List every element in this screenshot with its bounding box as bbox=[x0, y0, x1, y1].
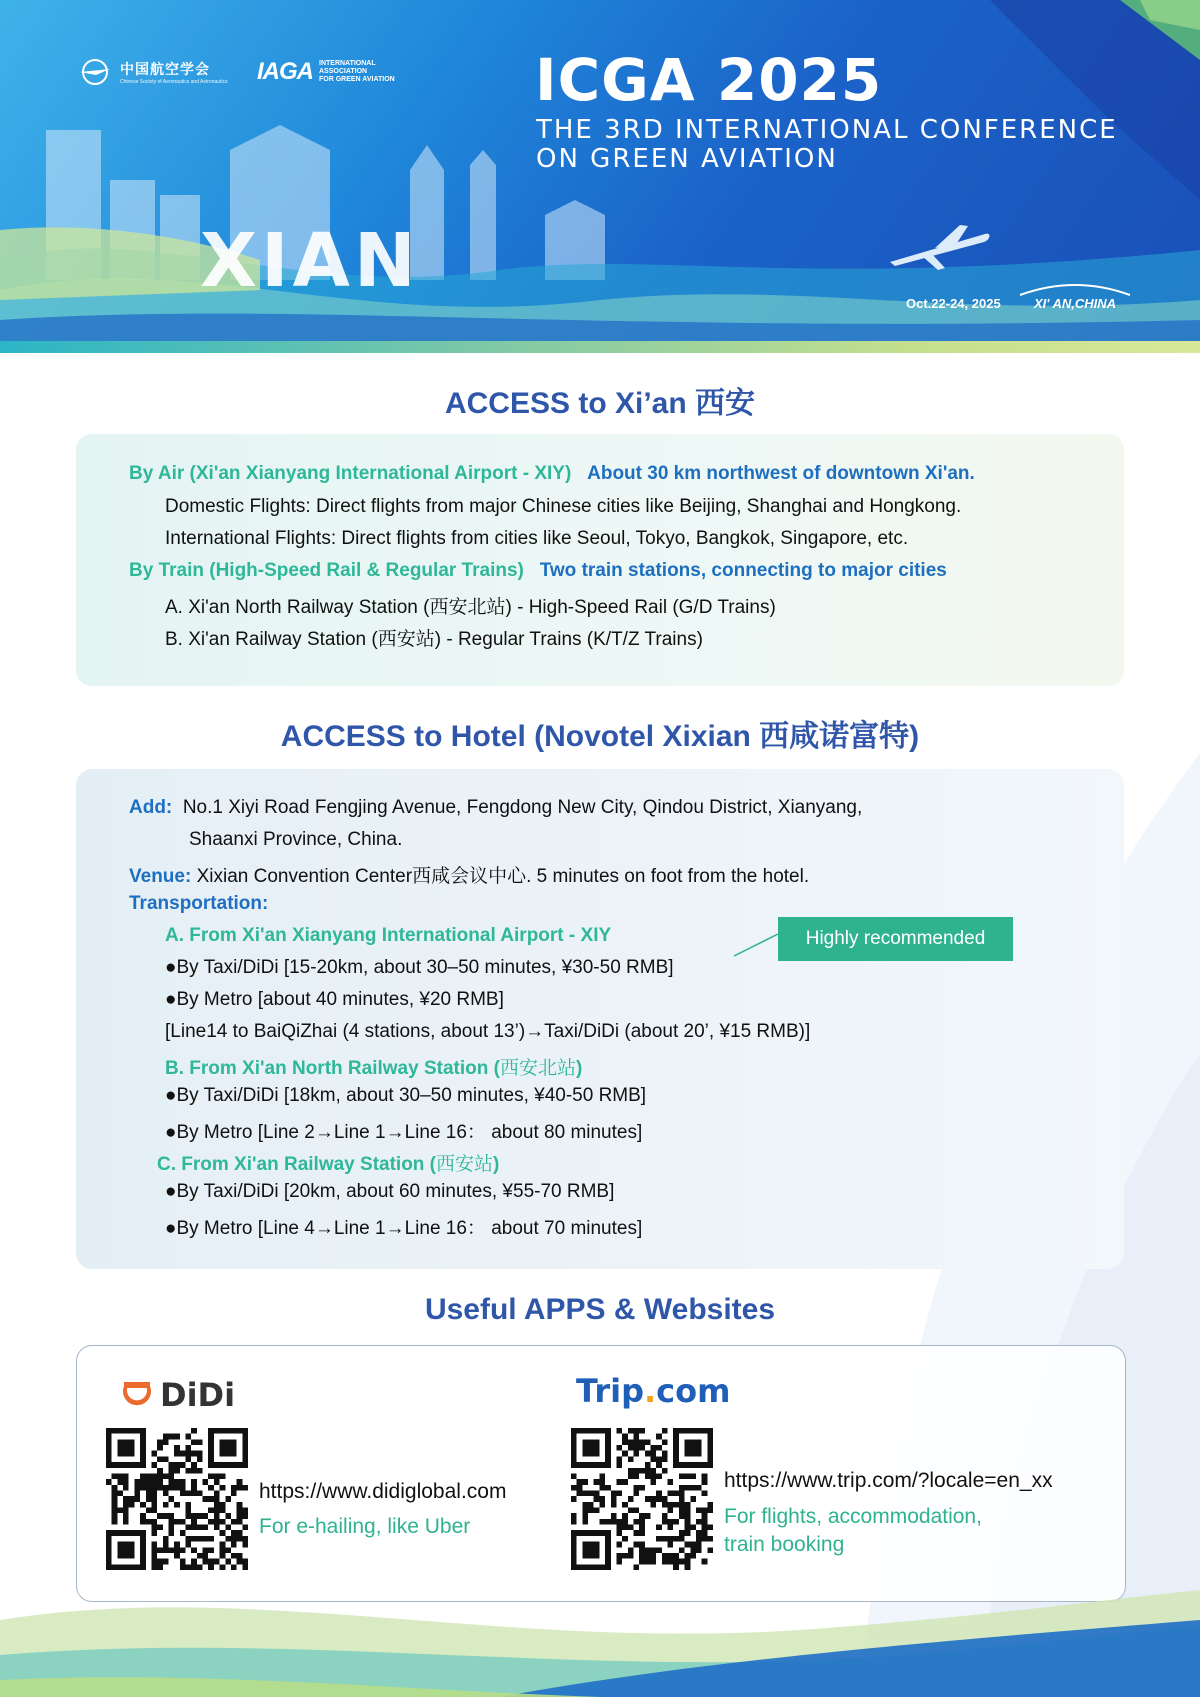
didi-url-link[interactable]: https://www.didiglobal.com bbox=[259, 1480, 507, 1503]
trip-qr-code[interactable] bbox=[571, 1428, 713, 1570]
route-b-heading: B. From Xi'an North Railway Station (西安北站) bbox=[165, 1057, 583, 1079]
apps-title: Useful APPS & Websites bbox=[424, 1293, 776, 1326]
route-a-metro: ●By Metro [about 40 minutes, ¥20 RMB] bbox=[165, 989, 504, 1010]
csaa-emblem-icon bbox=[76, 57, 114, 87]
route-b-taxi: ●By Taxi/DiDi [18km, about 30–50 minutes, ¥40-50 RMB] bbox=[165, 1085, 647, 1106]
hotel-address: Add: No.1 Xiyi Road Fengjing Avenue, Fengdong New City, Qindou District, Xianyang, bbox=[129, 797, 863, 818]
didi-logo: DiDi bbox=[120, 1376, 235, 1414]
access-hotel-title: ACCESS to Hotel (Novotel Xixian 西咸诺富特) bbox=[280, 720, 920, 753]
header-banner bbox=[0, 0, 1200, 353]
route-b-metro: ●By Metro [Line 2→Line 1→Line 16： about 80 minutes] bbox=[165, 1122, 643, 1143]
route-c-taxi: ●By Taxi/DiDi [20km, about 60 minutes, ¥55-70 RMB] bbox=[165, 1181, 615, 1202]
conference-title: ICGA 2025 bbox=[535, 46, 883, 114]
conference-place: XI' AN,CHINA bbox=[1034, 296, 1117, 311]
trip-logo: Trip.com bbox=[576, 1372, 731, 1410]
route-c-heading: C. From Xi'an Railway Station (西安站) bbox=[157, 1153, 500, 1175]
didi-description: For e-hailing, like Uber bbox=[259, 1515, 471, 1538]
recommend-connector bbox=[730, 930, 782, 960]
csaa-logo bbox=[76, 54, 228, 90]
csaa-name-cn: 中国航空学会 bbox=[120, 62, 210, 78]
domestic-flights: Domestic Flights: Direct flights from major Chinese cities like Beijing, Shanghai and Hongkong. bbox=[165, 496, 962, 517]
iaga-logo bbox=[257, 54, 395, 90]
route-a-metro-detail: [Line14 to BaiQiZhai (4 stations, about 13’)→Taxi/DiDi (about 20’, ¥15 RMB)] bbox=[165, 1021, 811, 1042]
route-a-taxi: ●By Taxi/DiDi [15-20km, about 30–50 minutes, ¥30-50 RMB] bbox=[165, 957, 674, 978]
trip-description: For flights, accommodation, train booking bbox=[724, 1505, 982, 1556]
conference-date: Oct.22-24, 2025 bbox=[906, 296, 1001, 311]
recommend-badge: Highly recommended bbox=[778, 917, 1013, 961]
access-xian-title: ACCESS to Xi’an 西安 bbox=[444, 387, 756, 420]
iaga-name: INTERNATIONAL ASSOCIATION FOR GREEN AVIATION bbox=[319, 60, 395, 83]
city-wordmark: XIAN bbox=[200, 218, 420, 304]
csaa-name-en: Chinese Society of Aeronautics and Astronautics bbox=[120, 79, 228, 85]
route-a-heading: A. From Xi'an Xianyang International Airport - XIY bbox=[165, 925, 612, 946]
didi-brand-icon bbox=[120, 1378, 154, 1412]
route-c-metro: ●By Metro [Line 4→Line 1→Line 16： about 70 minutes] bbox=[165, 1218, 643, 1239]
footer-wave-decoration bbox=[0, 1560, 1200, 1697]
iaga-mark: IAGA bbox=[257, 58, 313, 85]
hotel-address-line2: Shaanxi Province, China. bbox=[189, 829, 403, 850]
conference-subtitle: THE 3RD INTERNATIONAL CONFERENCE ON GREEN AVIATION bbox=[536, 115, 1118, 174]
banner-stripe bbox=[0, 341, 1200, 353]
air-heading: By Air (Xi'an Xianyang International Airport - XIY) About 30 km northwest of downtown Xi'an. bbox=[129, 463, 975, 484]
transportation-label: Transportation: bbox=[129, 893, 269, 914]
train-heading: By Train (High-Speed Rail & Regular Trains) Two train stations, connecting to major cities bbox=[129, 560, 947, 581]
international-flights: International Flights: Direct flights from cities like Seoul, Tokyo, Bangkok, Singapore, etc. bbox=[165, 528, 909, 549]
station-b: B. Xi'an Railway Station (西安站) - Regular Trains (K/T/Z Trains) bbox=[165, 628, 703, 650]
didi-qr-code[interactable] bbox=[106, 1428, 248, 1570]
station-a: A. Xi'an North Railway Station (西安北站) - High-Speed Rail (G/D Trains) bbox=[165, 596, 776, 618]
trip-url-link[interactable]: https://www.trip.com/?locale=en_xx bbox=[724, 1469, 1053, 1492]
venue: Venue: Xixian Convention Center西咸会议中心. 5 minutes on foot from the hotel. bbox=[129, 865, 810, 887]
